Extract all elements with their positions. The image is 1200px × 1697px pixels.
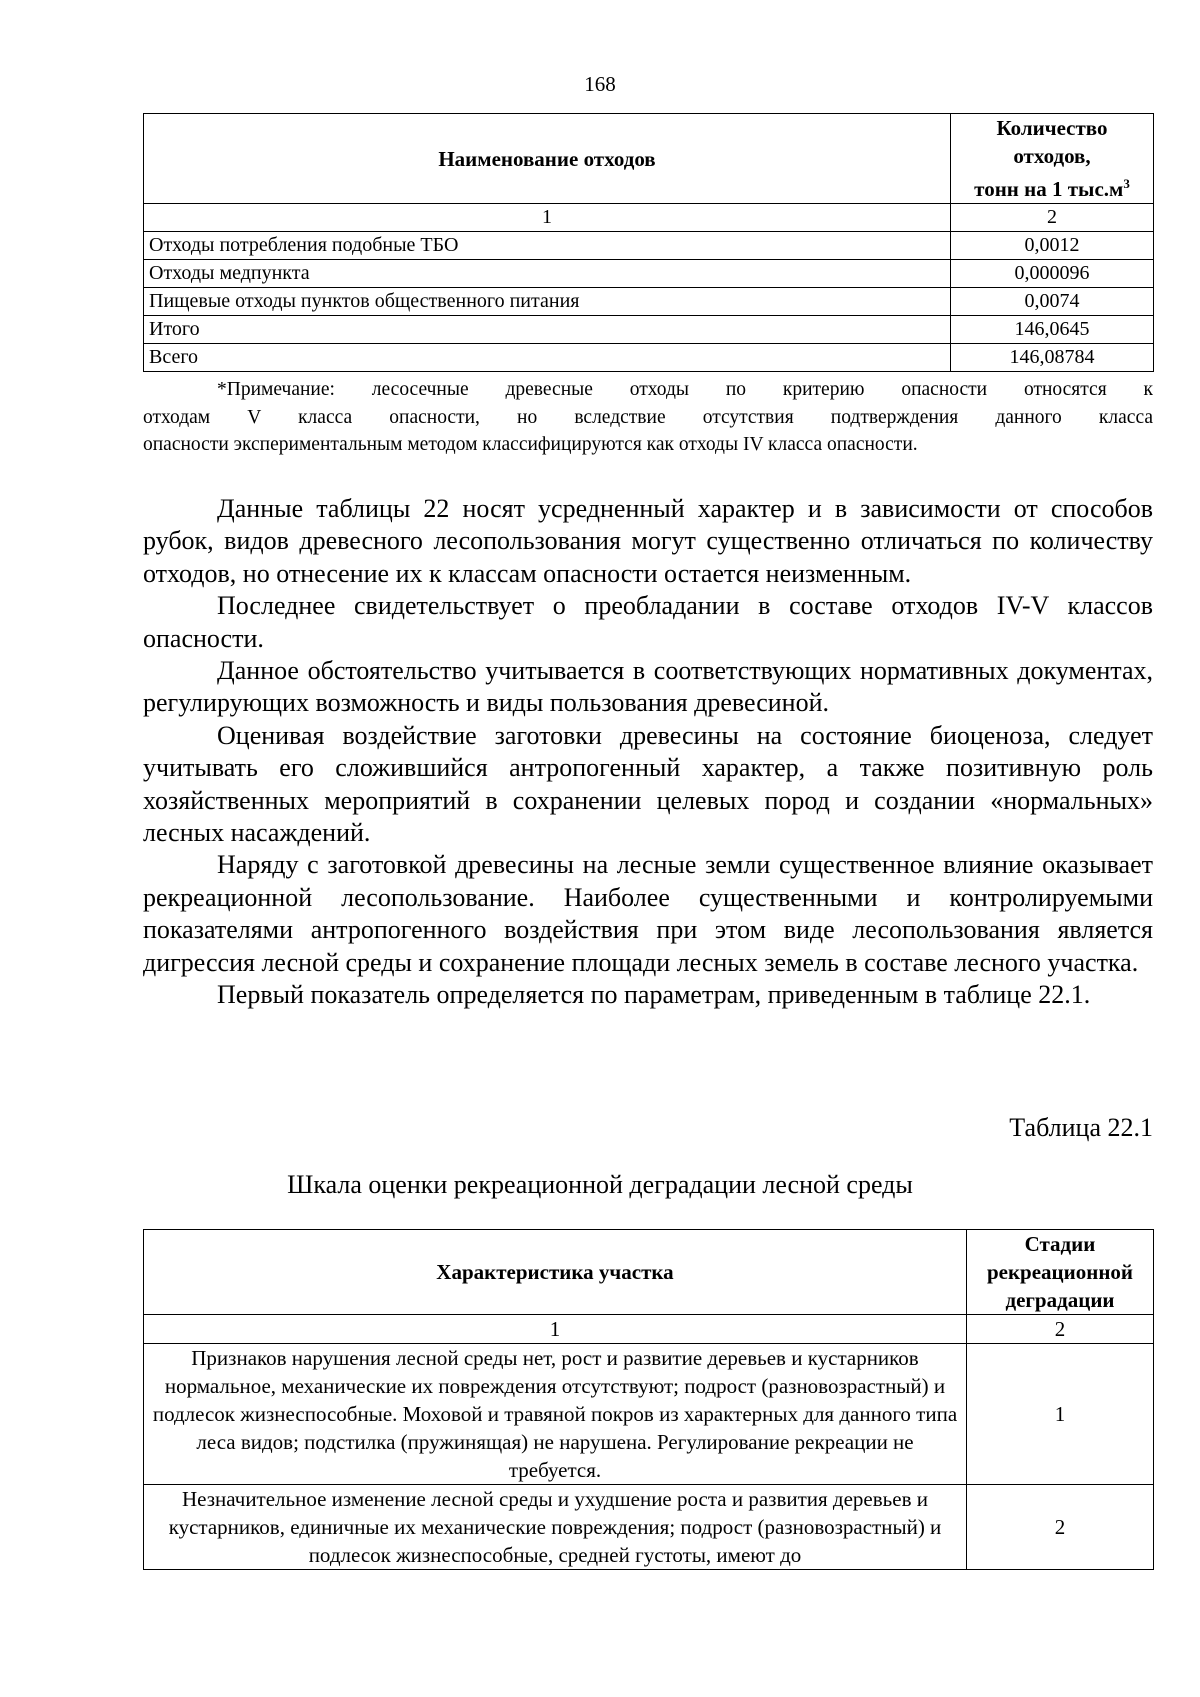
stage-cell: 1 bbox=[967, 1344, 1154, 1485]
waste-value-cell: 146,0645 bbox=[951, 316, 1154, 344]
table-row bbox=[144, 232, 1154, 260]
waste-table bbox=[143, 113, 1154, 372]
waste-amount-header bbox=[951, 114, 1154, 204]
note-line: опасности экспериментальным методом классифицируются как отходы IV класса опасности. bbox=[143, 434, 918, 455]
degradation-table bbox=[143, 1229, 1154, 1570]
waste-name-header: Наименование отходов bbox=[144, 114, 951, 204]
stage-cell: 2 bbox=[967, 1485, 1154, 1570]
body-text bbox=[143, 493, 1153, 1012]
column-index-1: 1 bbox=[144, 204, 951, 232]
paragraph: Первый показатель определяется по параметрам, приведенным в таблице 22.1. bbox=[217, 980, 1091, 1010]
waste-name-cell: Пищевые отходы пунктов общественного питания bbox=[144, 288, 951, 316]
paragraph: Данные таблицы 22 носят усредненный характер и в зависимости от способов рубок, видов древесного лесопользования могут существенно отличаться по количеству отходов, но отнесение их к классам опасности остается неизменным. bbox=[143, 494, 1153, 588]
table-row bbox=[144, 1344, 1154, 1485]
waste-value-cell: 0,0074 bbox=[951, 288, 1154, 316]
column-index-2: 2 bbox=[951, 204, 1154, 232]
waste-name-cell: Итого bbox=[144, 316, 951, 344]
waste-value-cell: 0,0012 bbox=[951, 232, 1154, 260]
table-row bbox=[144, 260, 1154, 288]
waste-amount-header-line2: тонн на 1 тыс.м bbox=[974, 177, 1124, 201]
paragraph: Оценивая воздействие заготовки древесины на состояние биоценоза, следует учитывать его сложившийся антропогенный характер, а также позитивную роль хозяйственных мероприятий в сохранении целевых пород и создании «нормальных» лесных насаждений. bbox=[143, 720, 1153, 848]
paragraph: Последнее свидетельствует о преобладании в составе отходов IV-V классов опасности. bbox=[143, 591, 1153, 653]
table-title: Шкала оценки рекреационной деградации лесной среды bbox=[287, 1170, 913, 1199]
page-number: 168 bbox=[584, 72, 616, 96]
characteristic-cell: Признаков нарушения лесной среды нет, рост и развитие деревьев и кустарников нормальное, механические их повреждения отсутствуют; подрост (разновозрастный) и подлесок жизнеспособные. Моховой и травяной покров из характерных для данного типа леса видов; подстилка (пружинящая) не нарушена. Регулирование рекреации не требуется. bbox=[144, 1344, 967, 1485]
column-index-2: 2 bbox=[967, 1315, 1154, 1344]
table-index-row bbox=[144, 204, 1154, 232]
table-header-row bbox=[144, 114, 1154, 204]
paragraph: Наряду с заготовкой древесины на лесные земли существенное влияние оказывает рекреационной лесопользование. Наиболее существенными и контролируемыми показателями антропогенного воздействия при этом виде лесопользования является дигрессия лесной среды и сохранение площади лесных земель в составе лесного участка. bbox=[143, 850, 1153, 977]
table-index-row bbox=[144, 1315, 1154, 1344]
waste-amount-header-exponent: 3 bbox=[1123, 176, 1130, 191]
waste-name-cell: Всего bbox=[144, 344, 951, 372]
paragraph: Данное обстоятельство учитывается в соответствующих нормативных документах, регулирующих возможность и виды пользования древесиной. bbox=[143, 656, 1153, 718]
characteristic-cell: Незначительное изменение лесной среды и ухудшение роста и развития деревьев и кустарников, единичные их механические повреждения; подрост (разновозрастный) и подлесок жизнеспособные, средней густоты, имеют до bbox=[144, 1485, 967, 1570]
table-row bbox=[144, 1485, 1154, 1570]
table-row bbox=[144, 344, 1154, 372]
column-index-1: 1 bbox=[144, 1315, 967, 1344]
table-note bbox=[143, 376, 1153, 459]
stage-header: Стадии рекреационной деградации bbox=[967, 1230, 1154, 1315]
characteristic-header: Характеристика участка bbox=[144, 1230, 967, 1315]
table-number-caption: Таблица 22.1 bbox=[1009, 1113, 1153, 1142]
waste-amount-header-line1: Количество отходов, bbox=[996, 116, 1108, 168]
note-line: отходам V класса опасности, но вследствие отсутствия подтверждения данного класса bbox=[143, 406, 1153, 428]
table-row bbox=[144, 316, 1154, 344]
waste-name-cell: Отходы медпункта bbox=[144, 260, 951, 288]
table-header-row bbox=[144, 1230, 1154, 1315]
waste-value-cell: 0,000096 bbox=[951, 260, 1154, 288]
waste-name-cell: Отходы потребления подобные ТБО bbox=[144, 232, 951, 260]
waste-value-cell: 146,08784 bbox=[951, 344, 1154, 372]
table-row bbox=[144, 288, 1154, 316]
note-line: *Примечание: лесосечные древесные отходы по критерию опасности относятся к bbox=[217, 379, 1153, 400]
